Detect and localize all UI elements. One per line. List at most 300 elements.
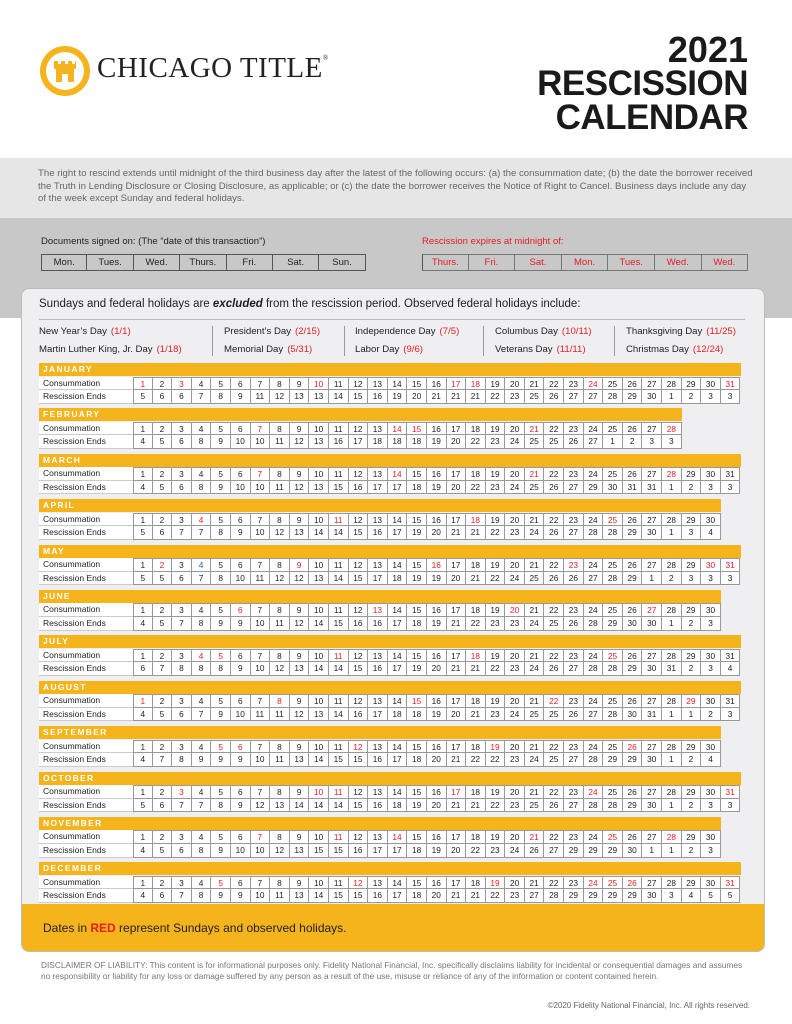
consummation-day: 14 [388, 694, 408, 708]
rescission-end-day: 12 [270, 572, 290, 586]
rescission-end-day: 10 [251, 753, 271, 767]
castle-logo-icon [38, 44, 92, 98]
holiday-date: (9/6) [403, 344, 423, 355]
rescission-end-day: 4 [682, 889, 702, 903]
consummation-day: 6 [231, 785, 251, 799]
consummation-day: 24 [584, 649, 604, 663]
consummation-row [39, 513, 721, 527]
disclaimer: DISCLAIMER OF LIABILITY: This content is for informational purposes only. Fidelity National Financial, Inc. specifically disclaims liability for incidental or consequential damages and assumes no responsibility or liability for any loss or damage suffered by any person as a result of the use, misuse or reliance of any of the information or content contained herein. [41, 960, 743, 981]
rescission-end-day: 10 [251, 617, 271, 631]
month-name: JULY [39, 635, 741, 648]
expires-label: Rescission expires at midnight of: [422, 236, 564, 247]
consummation-day: 16 [427, 694, 447, 708]
rescission-end-day: 17 [388, 753, 408, 767]
rescission-end-day: 15 [349, 390, 369, 404]
consummation-day: 1 [133, 513, 153, 527]
rescission-end-day: 24 [505, 435, 525, 449]
rescission-end-day: 11 [251, 708, 271, 722]
holiday-name: Christmas Day [626, 344, 689, 355]
row-label: Consummation [39, 830, 133, 844]
consummation-day: 1 [133, 649, 153, 663]
rescission-ends-row [39, 435, 682, 449]
month-name: APRIL [39, 499, 721, 512]
rescission-end-day: 20 [447, 844, 467, 858]
consummation-day: 21 [525, 513, 545, 527]
consummation-row [39, 694, 740, 708]
rescission-end-day: 28 [584, 526, 604, 540]
rescission-end-day: 6 [172, 435, 192, 449]
consummation-day: 9 [290, 377, 310, 391]
holiday-name: Veterans Day [495, 344, 553, 355]
rescission-end-day: 17 [368, 481, 388, 495]
rescission-end-day: 16 [368, 753, 388, 767]
rescission-end-day: 3 [701, 572, 721, 586]
rescission-end-day: 1 [662, 526, 682, 540]
consummation-day: 7 [251, 740, 271, 754]
consummation-day: 27 [642, 422, 662, 436]
rescission-end-day: 1 [662, 390, 682, 404]
consummation-day: 13 [368, 558, 388, 572]
consummation-day: 6 [231, 649, 251, 663]
consummation-day: 28 [662, 377, 682, 391]
rescission-end-day: 15 [329, 889, 349, 903]
title-year: 2021 [667, 29, 748, 70]
holiday-date: (2/15) [295, 326, 321, 337]
consummation-day: 2 [153, 694, 173, 708]
consummation-day: 28 [662, 603, 682, 617]
rescission-end-day: 3 [682, 526, 702, 540]
rescission-end-day: 16 [368, 390, 388, 404]
rescission-end-day: 29 [603, 889, 623, 903]
rescission-end-day: 8 [211, 390, 231, 404]
consummation-day: 18 [466, 377, 486, 391]
consummation-day: 30 [701, 876, 721, 890]
rescission-end-day: 6 [172, 390, 192, 404]
rescission-end-day: 8 [211, 526, 231, 540]
consummation-day: 17 [447, 876, 467, 890]
rescission-end-day: 28 [603, 572, 623, 586]
consummation-day: 24 [584, 785, 604, 799]
docs-signed-label: Documents signed on: (The “date of this transaction”) [41, 236, 266, 247]
rescission-end-day: 20 [407, 390, 427, 404]
consummation-day: 5 [211, 377, 231, 391]
consummation-day: 6 [231, 558, 251, 572]
consummation-day: 2 [153, 785, 173, 799]
consummation-day: 5 [211, 785, 231, 799]
consummation-day: 21 [525, 467, 545, 481]
rescission-end-day: 13 [309, 708, 329, 722]
consummation-day: 12 [349, 513, 369, 527]
consummation-day: 25 [603, 377, 623, 391]
rescission-end-day: 18 [407, 617, 427, 631]
rescission-end-day: 10 [251, 662, 271, 676]
consummation-day: 25 [603, 830, 623, 844]
consummation-day: 30 [701, 694, 721, 708]
consummation-day: 13 [368, 422, 388, 436]
rescission-end-day: 25 [525, 708, 545, 722]
month-name: NOVEMBER [39, 817, 721, 830]
expire-day-3: Mon. [562, 254, 609, 271]
consummation-day: 23 [564, 467, 584, 481]
consummation-day: 21 [525, 830, 545, 844]
holiday-date: (1/18) [156, 344, 182, 355]
rescission-end-day: 22 [486, 662, 506, 676]
consummation-day: 26 [623, 876, 643, 890]
rescission-end-day: 24 [505, 572, 525, 586]
rescission-end-day: 23 [505, 889, 525, 903]
rescission-end-day: 26 [544, 799, 564, 813]
rescission-end-day: 13 [309, 390, 329, 404]
brand-name: CHICAGO TITLE® [97, 52, 329, 84]
rescission-end-day: 10 [251, 889, 271, 903]
consummation-day: 4 [192, 467, 212, 481]
consummation-day: 3 [172, 467, 192, 481]
consummation-day: 17 [447, 377, 467, 391]
rescission-end-day: 14 [309, 617, 329, 631]
consummation-day: 6 [231, 422, 251, 436]
rescission-end-day: 6 [153, 390, 173, 404]
consummation-day: 10 [309, 830, 329, 844]
rescission-end-day: 20 [427, 799, 447, 813]
rescission-end-day: 3 [721, 481, 741, 495]
rescission-end-day: 30 [642, 617, 662, 631]
holiday-date: (11/25) [706, 326, 736, 337]
row-label: Consummation [39, 649, 133, 663]
rescission-end-day: 23 [486, 708, 506, 722]
consummation-day: 4 [192, 740, 212, 754]
title-line1: RESCISSION [537, 64, 748, 103]
consummation-day: 3 [172, 876, 192, 890]
consummation-day: 14 [388, 422, 408, 436]
consummation-day: 29 [682, 694, 702, 708]
consummation-day: 30 [701, 740, 721, 754]
consummation-day: 28 [662, 467, 682, 481]
rescission-end-day: 7 [192, 708, 212, 722]
rescission-end-day: 26 [544, 662, 564, 676]
row-label: Rescission Ends [39, 662, 133, 676]
holiday-date: (12/24) [692, 344, 724, 355]
row-label: Rescission Ends [39, 526, 133, 540]
rescission-end-day: 9 [211, 708, 231, 722]
consummation-day: 25 [603, 649, 623, 663]
consummation-day: 20 [505, 467, 525, 481]
rescission-end-day: 21 [466, 662, 486, 676]
rescission-end-day: 18 [388, 708, 408, 722]
consummation-day: 3 [172, 649, 192, 663]
rescission-end-day: 15 [349, 572, 369, 586]
rescission-end-day: 29 [623, 572, 643, 586]
consummation-day: 10 [309, 513, 329, 527]
consummation-day: 7 [251, 830, 271, 844]
consummation-day: 8 [270, 467, 290, 481]
rescission-end-day: 22 [486, 889, 506, 903]
consummation-day: 1 [133, 377, 153, 391]
rescission-end-day: 26 [544, 390, 564, 404]
rescission-end-day: 30 [642, 662, 662, 676]
rescission-end-day: 5 [153, 617, 173, 631]
row-label: Consummation [39, 467, 133, 481]
consummation-day: 15 [407, 603, 427, 617]
rescission-end-day: 2 [701, 708, 721, 722]
consummation-day: 25 [603, 467, 623, 481]
row-label: Consummation [39, 694, 133, 708]
row-label: Rescission Ends [39, 390, 133, 404]
consummation-day: 15 [407, 740, 427, 754]
rescission-end-day: 25 [525, 481, 545, 495]
consummation-day: 26 [623, 558, 643, 572]
consummation-day: 23 [564, 513, 584, 527]
consummation-day: 24 [584, 830, 604, 844]
rescission-end-day: 19 [427, 708, 447, 722]
rescission-end-day: 21 [447, 526, 467, 540]
rescission-end-day: 24 [505, 481, 525, 495]
consummation-day: 21 [525, 740, 545, 754]
rescission-end-day: 7 [153, 753, 173, 767]
rescission-end-day: 6 [172, 844, 192, 858]
consummation-day: 7 [251, 785, 271, 799]
consummation-day: 6 [231, 467, 251, 481]
holiday-date: (5/31) [287, 344, 313, 355]
consummation-day: 8 [270, 422, 290, 436]
consummation-day: 19 [486, 830, 506, 844]
row-label: Rescission Ends [39, 708, 133, 722]
rescission-end-day: 28 [603, 390, 623, 404]
consummation-row [39, 558, 740, 572]
rescission-end-day: 28 [584, 617, 604, 631]
rescission-end-day: 5 [153, 435, 173, 449]
consummation-day: 3 [172, 785, 192, 799]
consummation-day: 22 [544, 649, 564, 663]
rescission-end-day: 1 [662, 753, 682, 767]
consummation-day: 13 [368, 785, 388, 799]
consummation-day: 26 [623, 830, 643, 844]
rescission-end-day: 10 [251, 526, 271, 540]
rescission-end-day: 25 [525, 799, 545, 813]
rescission-end-day: 17 [368, 708, 388, 722]
rescission-end-day: 7 [192, 390, 212, 404]
rescission-end-day: 13 [309, 481, 329, 495]
rescission-end-day: 21 [447, 753, 467, 767]
rescission-end-day: 10 [251, 435, 271, 449]
rescission-end-day: 19 [407, 662, 427, 676]
consummation-day: 18 [466, 694, 486, 708]
consummation-day: 22 [544, 694, 564, 708]
rescission-end-day: 7 [172, 889, 192, 903]
rescission-end-day: 17 [368, 572, 388, 586]
rescission-end-day: 19 [427, 844, 447, 858]
consummation-day: 14 [388, 649, 408, 663]
rescission-end-day: 26 [564, 617, 584, 631]
rescission-end-day: 7 [172, 799, 192, 813]
consummation-day: 20 [505, 422, 525, 436]
rescission-end-day: 16 [329, 435, 349, 449]
rescission-end-day: 29 [564, 889, 584, 903]
month-name: OCTOBER [39, 772, 741, 785]
consummation-day: 16 [427, 467, 447, 481]
consummation-day: 14 [388, 377, 408, 391]
rescission-end-day: 2 [682, 844, 702, 858]
consummation-day: 23 [564, 603, 584, 617]
consummation-day: 27 [642, 694, 662, 708]
rescission-end-day: 23 [505, 753, 525, 767]
consummation-day: 12 [349, 876, 369, 890]
consummation-day: 4 [192, 649, 212, 663]
rescission-end-day: 12 [290, 708, 310, 722]
consummation-day: 9 [290, 422, 310, 436]
rescission-end-day: 19 [427, 435, 447, 449]
rescission-end-day: 16 [349, 617, 369, 631]
rescission-end-day: 13 [290, 844, 310, 858]
rescission-end-day: 9 [211, 435, 231, 449]
month-name: SEPTEMBER [39, 726, 721, 739]
rescission-end-day: 23 [505, 617, 525, 631]
rescission-ends-row [39, 753, 721, 767]
consummation-day: 27 [642, 740, 662, 754]
rescission-ends-row [39, 889, 740, 903]
consummation-day: 9 [290, 785, 310, 799]
rescission-end-day: 3 [701, 662, 721, 676]
consummation-day: 15 [407, 694, 427, 708]
rescission-end-day: 15 [349, 662, 369, 676]
consummation-day: 4 [192, 785, 212, 799]
consummation-day: 7 [251, 513, 271, 527]
consummation-day: 19 [486, 467, 506, 481]
consummation-day: 12 [349, 740, 369, 754]
consummation-day: 30 [701, 830, 721, 844]
consummation-day: 13 [368, 603, 388, 617]
rescission-end-day: 19 [427, 572, 447, 586]
rescission-end-day: 14 [329, 799, 349, 813]
consummation-day: 3 [172, 558, 192, 572]
rescission-end-day: 13 [309, 435, 329, 449]
rescission-end-day: 17 [368, 844, 388, 858]
consummation-day: 7 [251, 876, 271, 890]
consummation-day: 9 [290, 649, 310, 663]
rescission-end-day: 12 [290, 617, 310, 631]
rescission-end-day: 14 [309, 662, 329, 676]
header [0, 0, 792, 158]
consummation-day: 26 [623, 694, 643, 708]
consummation-day: 22 [544, 830, 564, 844]
rescission-end-day: 2 [662, 572, 682, 586]
rescission-end-day: 27 [564, 481, 584, 495]
holiday-separator [344, 326, 345, 356]
consummation-day: 24 [584, 558, 604, 572]
rescission-end-day: 15 [349, 799, 369, 813]
rescission-end-day: 22 [466, 844, 486, 858]
holiday-date: (1/1) [110, 326, 131, 337]
consummation-day: 1 [133, 558, 153, 572]
consummation-day: 26 [623, 422, 643, 436]
rescission-end-day: 28 [603, 662, 623, 676]
consummation-day: 29 [682, 558, 702, 572]
consummation-day: 3 [172, 694, 192, 708]
rescission-end-day: 8 [192, 481, 212, 495]
expire-day-1: Fri. [469, 254, 516, 271]
consummation-day: 28 [662, 513, 682, 527]
consummation-day: 20 [505, 603, 525, 617]
rescission-end-day: 14 [329, 708, 349, 722]
rescission-end-day: 26 [544, 526, 564, 540]
holiday-name: Independence Day [355, 326, 436, 337]
rescission-end-day: 24 [505, 844, 525, 858]
rescission-end-day: 14 [309, 526, 329, 540]
rescission-end-day: 18 [407, 435, 427, 449]
consummation-day: 13 [368, 649, 388, 663]
consummation-day: 11 [329, 740, 349, 754]
rescission-end-day: 19 [427, 481, 447, 495]
rescission-end-day: 16 [349, 708, 369, 722]
rescission-end-day: 2 [682, 799, 702, 813]
rescission-end-day: 15 [329, 481, 349, 495]
rescission-end-day: 9 [211, 753, 231, 767]
consummation-day: 29 [682, 377, 702, 391]
signed-day-2: Wed. [134, 254, 180, 271]
holiday-item [224, 344, 312, 355]
rescission-end-day: 21 [427, 390, 447, 404]
page-title [537, 29, 748, 137]
holiday-item [39, 344, 182, 355]
consummation-day: 6 [231, 876, 251, 890]
consummation-day: 21 [525, 377, 545, 391]
consummation-day: 24 [584, 740, 604, 754]
rescission-end-day: 2 [682, 390, 702, 404]
holiday-name: President’s Day [224, 326, 292, 337]
rescission-end-day: 8 [211, 572, 231, 586]
rescission-end-day: 5 [153, 844, 173, 858]
rescission-end-day: 16 [349, 481, 369, 495]
rescission-end-day: 6 [153, 889, 173, 903]
rescission-end-day: 24 [525, 753, 545, 767]
rescission-ends-row [39, 617, 721, 631]
consummation-day: 5 [211, 558, 231, 572]
consummation-day: 27 [642, 603, 662, 617]
consummation-row [39, 422, 682, 436]
rescission-end-day: 21 [466, 889, 486, 903]
consummation-day: 28 [662, 785, 682, 799]
month-name: FEBRUARY [39, 408, 682, 421]
rescission-end-day: 6 [172, 572, 192, 586]
consummation-day: 22 [544, 467, 564, 481]
holiday-item [495, 344, 586, 355]
rescission-end-day: 25 [525, 435, 545, 449]
rescission-end-day: 21 [466, 572, 486, 586]
consummation-day: 7 [251, 422, 271, 436]
rescission-end-day: 3 [701, 799, 721, 813]
consummation-day: 8 [270, 876, 290, 890]
consummation-day: 24 [584, 603, 604, 617]
rescission-end-day: 29 [623, 390, 643, 404]
consummation-day: 23 [564, 558, 584, 572]
expire-days-row [422, 254, 748, 271]
rescission-end-day: 12 [290, 572, 310, 586]
consummation-day: 3 [172, 422, 192, 436]
consummation-day: 21 [525, 649, 545, 663]
consummation-day: 14 [388, 513, 408, 527]
rescission-end-day: 21 [466, 799, 486, 813]
rescission-end-day: 22 [466, 481, 486, 495]
consummation-day: 2 [153, 422, 173, 436]
rescission-end-day: 9 [211, 844, 231, 858]
consummation-day: 10 [309, 422, 329, 436]
consummation-day: 11 [329, 377, 349, 391]
signed-day-0: Mon. [41, 254, 87, 271]
rescission-end-day: 16 [349, 844, 369, 858]
rescission-end-day: 24 [525, 662, 545, 676]
consummation-day: 27 [642, 876, 662, 890]
rescission-end-day: 7 [172, 617, 192, 631]
row-label: Consummation [39, 558, 133, 572]
